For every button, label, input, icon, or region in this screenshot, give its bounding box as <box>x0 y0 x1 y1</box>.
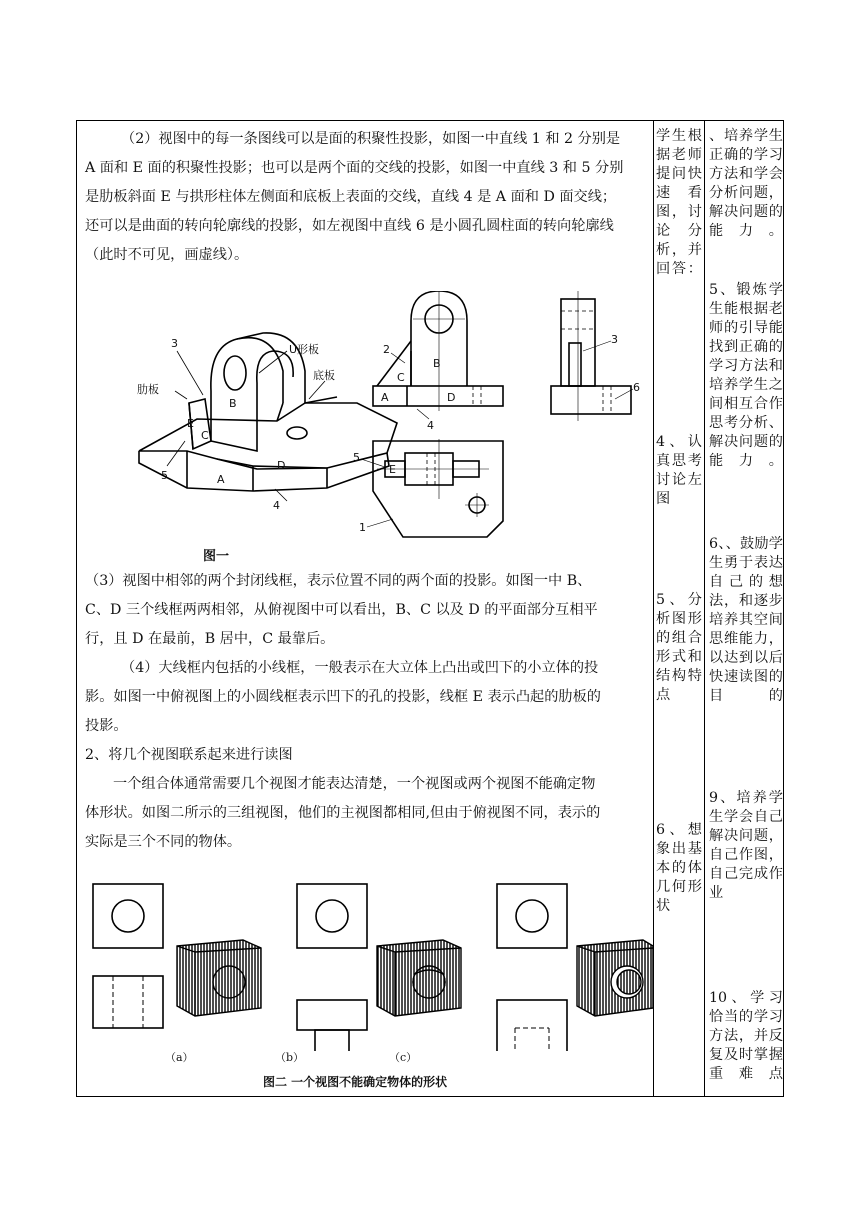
column-divider <box>653 121 654 1096</box>
label: 5 <box>353 451 360 464</box>
label: B <box>433 357 441 370</box>
label: 2 <box>383 343 390 356</box>
label: D <box>277 459 286 472</box>
para2-line: （此时不可见，画虚线）。 <box>85 247 249 263</box>
figure-2-caption: 图二 一个视图不能确定物体的形状 <box>263 1075 448 1089</box>
label: 肋板 <box>137 383 159 396</box>
label: E <box>187 417 194 430</box>
label: B <box>229 397 237 410</box>
label: 5 <box>161 469 168 482</box>
para3-line: （3）视图中相邻的两个封闭线框，表示位置不同的两个面的投影。如图一中 B、 <box>85 573 592 589</box>
label: 6 <box>633 381 640 394</box>
label: 3 <box>611 333 618 346</box>
label: C <box>397 371 405 384</box>
label: U形板 <box>289 343 320 356</box>
para2-line: 还可以是曲面的转向轮廓线的投影，如左视图中直线 6 是小圆孔圆柱面的转向轮廓线 <box>85 218 614 234</box>
para5-line: 体形状。如图二所示的三组视图，他们的主视图都相同,但由于俯视图不同，表示的 <box>85 805 601 821</box>
para5-line: 一个组合体通常需要几个视图才能表达清楚，一个视图或两个视图不能确定物 <box>113 776 596 792</box>
student-activity-4: 6、想象出基本的体几何形状 <box>656 822 702 914</box>
figure-2-sub-c: （c） <box>389 1051 418 1064</box>
label: D <box>447 391 456 404</box>
para4-line: 影。如图一中俯视图上的小圆线框表示凹下的孔的投影，线框 E 表示凸起的肋板的 <box>85 689 601 705</box>
student-activity-1: 学生根据老师提问快速看图，讨论分析，并回答： <box>656 128 702 277</box>
lesson-table <box>76 120 784 1097</box>
para3-line: C、D 三个线框两两相邻，从俯视图中可以看出，B、C 以及 D 的平面部分互相平 <box>85 602 598 618</box>
label: 4 <box>427 419 434 432</box>
figure-2-sub-b: （b） <box>275 1051 305 1064</box>
student-activity-3: 5、分析图形的组合形式和结构特点 <box>656 592 702 703</box>
label: C <box>201 429 209 442</box>
para5-line: 实际是三个不同的物体。 <box>85 834 242 850</box>
design-intent-2: 5、锻炼学生能根据老师的引导能找到正确的学习方法和培养学生之间相互合作思考分析、解决问题的能力。 <box>709 282 783 469</box>
para4-line: （4）大线框内包括的小线框，一般表示在大立体上凸出或凹下的小立体的投 <box>121 660 599 676</box>
para2-line: （2）视图中的每一条图线可以是面的积聚性投影，如图一中直线 1 和 2 分别是 <box>121 131 621 147</box>
label: 1 <box>359 521 366 534</box>
design-intent-3: 6、、鼓励学生勇于表达自己的想法，和逐步培养其空间思维能力，以达到以后快速读图的目的 <box>709 536 783 704</box>
section-heading: 2、将几个视图联系起来进行读图 <box>85 747 293 763</box>
para4-line: 投影。 <box>85 718 128 734</box>
student-activity-2: 4、认真思考讨论左图 <box>656 434 702 507</box>
label: E <box>389 463 396 476</box>
figure-1-caption: 图一 <box>203 549 230 564</box>
design-intent-5: 10、学习恰当的学习方法，并反复及时掌握重难点 <box>709 990 783 1082</box>
design-intent-1: 、培养学生正确的学习方法和学会分析问题，解决问题的能力。 <box>709 128 783 239</box>
design-intent-4: 9、培养学生学会自己解决问题，自己作图，自己完成作业 <box>709 790 783 901</box>
label: A <box>381 391 389 404</box>
figure-2-drawings <box>77 876 653 1051</box>
para2-line: 是肋板斜面 E 与拱形柱体左侧面和底板上表面的交线，直线 4 是 A 面和 D 面交线； <box>85 189 617 205</box>
label: 3 <box>171 337 178 350</box>
figure-1-drawings <box>77 291 653 561</box>
para2-line: A 面和 E 面的积聚性投影；也可以是两个面的交线的投影，如图一中直线 3 和 5 分别 <box>85 160 624 176</box>
main-content-cell <box>77 121 653 1096</box>
label: 4 <box>273 499 280 512</box>
column-divider <box>704 121 705 1096</box>
figure-2-sub-a: （a） <box>165 1051 194 1064</box>
label: 底板 <box>313 369 335 382</box>
label: A <box>217 473 225 486</box>
para3-line: 行，且 D 在最前，B 居中，C 最靠后。 <box>85 631 335 647</box>
